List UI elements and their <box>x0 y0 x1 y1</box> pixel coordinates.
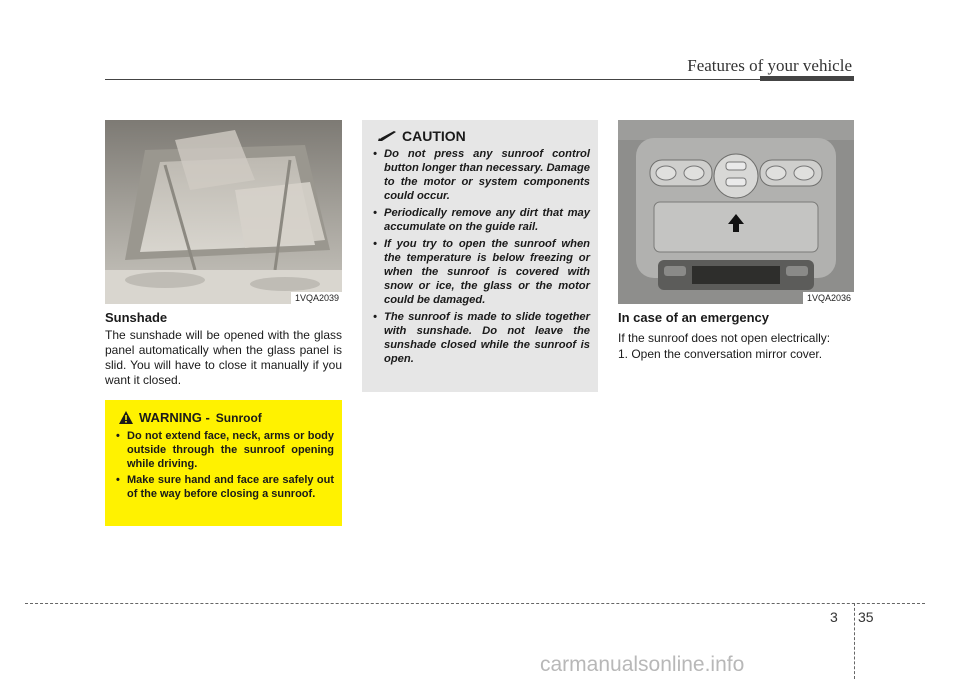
list-item: • Periodically remove any dirt that may accumulate on the guide rail. <box>372 206 590 234</box>
warning-label: WARNING - <box>139 410 210 425</box>
emergency-step-1: 1. Open the conversation mirror cover. <box>618 347 823 361</box>
warning-box <box>105 400 342 526</box>
caution-box <box>362 120 598 392</box>
list-item: • If you try to open the sunroof when the temperature is below freezing or when the sunroof is covered with snow or ice, the glass or the motor could be damaged. <box>372 237 590 307</box>
overhead-console-photo <box>618 120 854 304</box>
watermark: carmanualsonline.info <box>540 653 745 676</box>
emergency-intro: If the sunroof does not open electrically: <box>618 331 831 345</box>
header-rule <box>105 79 845 80</box>
warning-triangle-icon <box>119 411 133 424</box>
caution-label: CAUTION <box>402 128 466 144</box>
caution-title <box>378 128 590 144</box>
page-number: 35 <box>858 609 874 625</box>
emergency-heading: In case of an emergency <box>618 310 770 325</box>
list-item: • Make sure hand and face are safely out of the way before closing a sunroof. <box>115 473 334 501</box>
sunshade-body: The sunshade will be opened with the glass panel automatically when the glass panel is slid. You will have to close it manually if you want it closed. <box>105 328 342 387</box>
photo-code: 1VQA2039 <box>291 292 342 304</box>
sunshade-photo <box>105 120 342 304</box>
list-item: • Do not press any sunroof control button longer than necessary. Damage to the motor or system components could occur. <box>372 147 590 203</box>
section-title: Features of your vehicle <box>687 56 852 75</box>
caution-list <box>372 147 590 366</box>
caution-pencil-icon <box>378 131 396 141</box>
photo-code: 1VQA2036 <box>803 292 854 304</box>
warning-title <box>119 410 334 425</box>
list-item: • The sunroof is made to slide together with sunshade. Do not leave the sunshade closed while the sunroof is open. <box>372 310 590 366</box>
header-rule-accent <box>760 76 854 81</box>
overhead-console-illustration <box>618 120 854 304</box>
footer-divider <box>854 603 855 679</box>
sunshade-heading: Sunshade <box>105 310 168 325</box>
list-item: • Do not extend face, neck, arms or body outside through the sunroof opening while driving. <box>115 429 334 471</box>
chapter-number: 3 <box>830 609 838 625</box>
sunshade-illustration <box>105 120 342 304</box>
footer-rule <box>25 603 925 604</box>
warning-list <box>115 429 334 501</box>
warning-subtitle: Sunroof <box>215 410 262 425</box>
